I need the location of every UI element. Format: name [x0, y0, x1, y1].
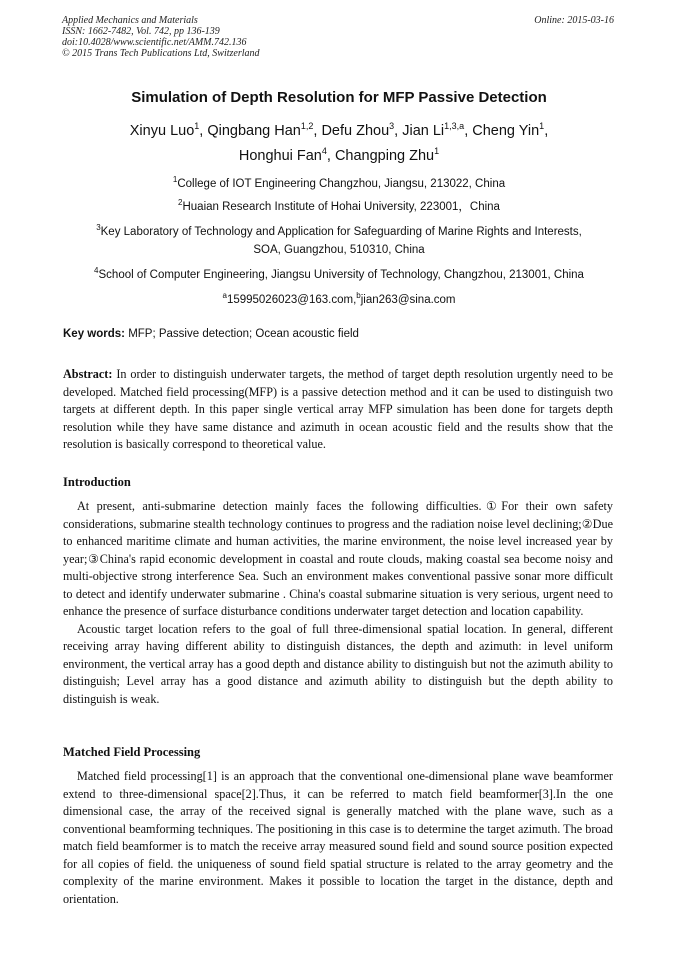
affiliation-sup: 2 — [178, 198, 183, 208]
affiliation-text: College of IOT Engineering Changzhou, Jiangsu, 213022, China — [177, 178, 506, 190]
email-sup: a — [222, 291, 227, 301]
email-sup: b — [356, 291, 361, 301]
affiliation-text-line2: SOA, Guangzhou, 510310, China — [253, 244, 425, 256]
introduction-body — [63, 498, 613, 708]
author-affil-sup: 1,3,a — [444, 121, 465, 132]
paragraph: At present, anti-submarine detection mainly faces the following difficulties.①For their own safety considerations, submarine stealth technology continues to progress and the radiation noise level declining;②Due to enhanced maritime climate and human activities, the marine environment, the noise level increased year by year;③China's rapid economic development in coastal and route clouds, making coastal sea become noisy and multi-objective strong interference Sea. Such an environment makes conventional passive sonar more difficult to detect and identify underwater submarine . China's coastal submarine situation is very serious, urgent need to enhance the presence of surface disturbance conditions underwater target detection and location capability. — [63, 499, 613, 618]
abstract — [63, 366, 613, 454]
affiliation-text: Huaian Research Institute of Hohai University, 223001，China — [182, 201, 500, 213]
paper-title: Simulation of Depth Resolution for MFP Passive Detection — [131, 89, 547, 106]
keywords — [63, 328, 359, 340]
email-b: jian263@sina.com — [360, 294, 456, 306]
author-affil-sup: 1 — [539, 121, 545, 132]
author-affil-sup: 1 — [194, 121, 200, 132]
author-name: Changping Zhu — [334, 148, 435, 164]
author-affil-sup: 4 — [321, 146, 327, 157]
author-affil-sup: 3 — [389, 121, 395, 132]
author-line-1: Xinyu Luo$^1$, Qingbang Han$^{1,2}$, Defu Zhou$^3$, Jian Li$^{1,3,a}$, Cheng Yin$^1$, — [129, 121, 549, 139]
author-line-2: Honghui Fan$^4$, Changping Zhu$^1$ — [238, 146, 440, 164]
author-name: Honghui Fan — [238, 148, 322, 164]
email-a: 15995026023@163.com, — [226, 294, 357, 306]
author-name: Jian Li — [402, 123, 445, 139]
affiliation-2 — [70, 198, 608, 216]
author-name: Xinyu Luo — [129, 123, 195, 139]
author-list — [0, 119, 678, 169]
section-heading-mfp: Matched Field Processing — [63, 745, 201, 759]
keywords-label: Key words: — [63, 328, 125, 340]
affiliation-text: School of Computer Engineering, Jiangsu University of Technology, Changzhou, 213001, China — [98, 269, 584, 281]
abstract-text: In order to distinguish underwater targets, the method of target depth resolution urgently need to be developed. Matched field processing(MFP) is a passive detection method and it can be used to distinguish two targets at different depth. In this paper single vertical array MFP simulation has been done for targets depth resolution while they have same distance and azimuth in ocean acoustic field and the results show that the resolution is basically correspond to theoretical value. — [63, 367, 613, 451]
doi-line: doi:10.4028/www.scientific.net/AMM.742.136 — [62, 37, 247, 48]
paragraph: Acoustic target location refers to the goal of full three-dimensional spatial location. In general, different receiving array having different ability to distinguish distances, the depth and azimuth: in level uniform environment, the vertical array has a good depth and distance ability to distinguish but not the azimuth ability to distinguish; Level array has a good distance and azimuth ability to distinguish but the depth ability to distinguish is weak. — [63, 621, 613, 706]
keywords-text: MFP; Passive detection; Ocean acoustic field — [125, 328, 359, 340]
author-name: Defu Zhou — [321, 123, 390, 139]
author-affil-sup: 1 — [434, 146, 440, 157]
author-affil-sup: 1,2 — [300, 121, 314, 132]
journal-header — [62, 15, 260, 59]
affiliation-3 — [62, 223, 616, 259]
affiliation-sup: 3 — [96, 223, 101, 233]
affiliation-4 — [62, 266, 616, 284]
affiliation-sup: 4 — [94, 266, 99, 276]
journal-name: Applied Mechanics and Materials — [62, 15, 198, 26]
affiliation-text: Key Laboratory of Technology and Application for Safeguarding of Marine Rights and Interests, — [100, 226, 582, 238]
affiliation-sup: 1 — [172, 175, 178, 185]
issn-line: ISSN: 1662-7482, Vol. 742, pp 136-139 — [62, 26, 220, 37]
author-name: Qingbang Han — [207, 123, 301, 139]
copyright-line: © 2015 Trans Tech Publications Ltd, Switzerland — [62, 48, 260, 59]
paragraph: Matched field processing[1] is an approach that the conventional one-dimensional plane wave beamformer extend to three-dimensional space[2].Thus, it can be referred to match field beamformer[3].In the one dimensional case, the array of the received signal is generally matched with the plane wave, such as a conventional beamforming techniques. The positioning in this case is to determine the target azimuth. The broad match field beamformer is to match the receive array measured sound field and sound source position expected for all copies of field. the uniqueness of sound field spatial structure is related to the array geometry and the complexity of the marine environment. Makes it possible to location the target in the distance, depth and orientation. — [63, 769, 613, 906]
affiliation-1 — [70, 175, 608, 193]
mfp-body — [63, 768, 613, 908]
online-date: Online: 2015-03-16 — [534, 15, 614, 26]
author-name: Cheng Yin — [472, 123, 540, 139]
author-emails — [70, 291, 608, 309]
abstract-label: Abstract: — [63, 367, 113, 381]
section-heading-introduction: Introduction — [63, 475, 131, 489]
